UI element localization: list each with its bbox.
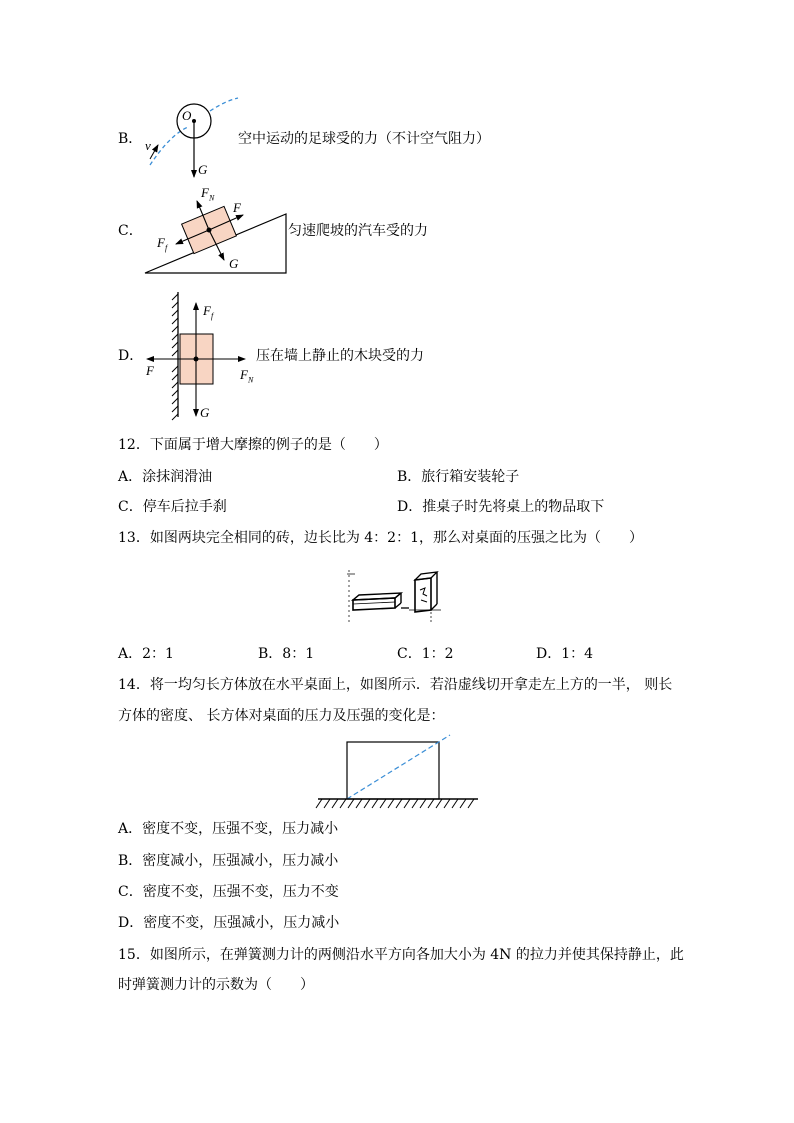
label-ff-d: $F_f$ <box>203 303 214 321</box>
velocity-arrow <box>150 145 158 159</box>
q12-option-a: A．涂抹润滑油 <box>118 469 213 485</box>
label-o: O <box>182 108 192 123</box>
q13-option-b: B．8：1 <box>258 646 315 662</box>
label-g-c: G <box>229 256 239 271</box>
option-b-caption: 空中运动的足球受的力（不计空气阻力） <box>238 131 490 147</box>
label-ff: $F_f$ <box>157 235 168 253</box>
label-g-d: G <box>200 405 210 420</box>
option-b-letter: B． <box>118 131 143 147</box>
q13-option-d: D．1：4 <box>536 646 594 662</box>
bricks-figure <box>343 566 443 628</box>
q14-option-c: C．密度不变，压强不变，压力不变 <box>118 884 339 900</box>
car-on-slope-diagram <box>140 180 300 280</box>
label-fn-d: $F_N$ <box>240 367 254 385</box>
option-d-letter: D． <box>118 348 144 364</box>
label-v: v <box>145 138 151 153</box>
option-c-caption: 匀速爬坡的汽车受的力 <box>288 223 428 239</box>
q15-stem-line2: 时弹簧测力计的示数为（ ） <box>118 977 314 993</box>
q14-option-d: D．密度不变，压强减小，压力减小 <box>118 915 340 931</box>
label-g: G <box>198 162 208 177</box>
option-c-letter: C． <box>118 223 143 239</box>
q13-option-a: A．2：1 <box>118 646 174 662</box>
q15-stem-line1: 15．如图所示，在弹簧测力计的两侧沿水平方向各加大小为 4N 的拉力并使其保持静止，此 <box>118 947 684 963</box>
option-d-caption: 压在墙上静止的木块受的力 <box>256 348 424 364</box>
label-f-d: F <box>146 363 154 378</box>
q14-option-a: A．密度不变，压强不变，压力减小 <box>118 821 339 837</box>
standing-brick <box>415 578 431 612</box>
football-force-diagram <box>140 95 250 185</box>
q12-option-c: C．停车后拉手刹 <box>118 499 227 515</box>
cuboid-on-table-figure <box>316 732 480 814</box>
q13-option-c: C．1：2 <box>397 646 454 662</box>
q14-stem-line2: 方体的密度、 长方体对桌面的压力及压强的变化是： <box>118 708 445 724</box>
q14-stem-line1: 14．将一均匀长方体放在水平桌面上，如图所示．若沿虚线切开拿走左上方的一半， 则长 <box>118 677 673 693</box>
q13-stem: 13．如图两块完全相同的砖，边长比为 4：2：1，那么对桌面的压强之比为（ ） <box>118 530 643 546</box>
q12-option-d: D．推桌子时先将桌上的物品取下 <box>397 499 605 515</box>
label-f: F <box>233 200 241 215</box>
q12-option-b: B．旅行箱安装轮子 <box>397 469 520 485</box>
label-fn: $F_N$ <box>201 185 215 203</box>
q12-stem: 12．下面属于增大摩擦的例子的是（ ） <box>118 437 388 453</box>
q14-option-b: B．密度减小，压强减小，压力减小 <box>118 853 339 869</box>
